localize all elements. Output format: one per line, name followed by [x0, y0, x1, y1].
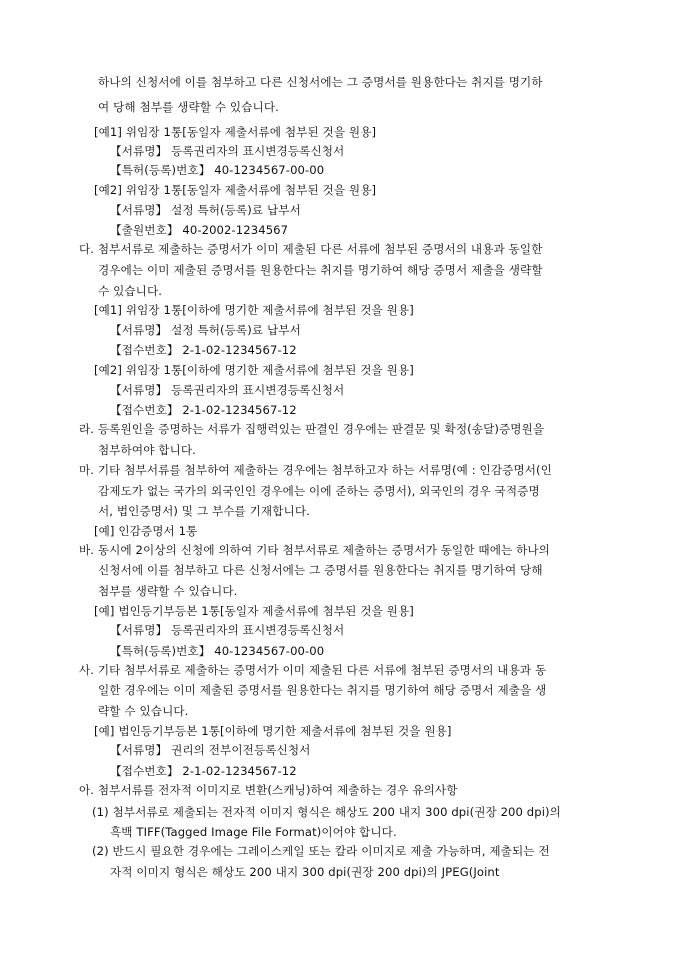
text-line: 흑백 TIFF(Tagged Image File Format)이어야 합니다.	[110, 825, 397, 839]
text-line: 첨부하여야 합니다.	[98, 443, 196, 457]
text-line: 감제도가 없는 국가의 외국인인 경우에는 이에 준하는 증명서), 외국인의 경우 국적증명	[98, 484, 540, 498]
text-line: [예1] 위임장 1통[동일자 제출서류에 첨부된 것을 원용]	[94, 125, 377, 139]
text-line: 신청서에 이를 첨부하고 다른 신청서에는 그 증명서를 원용한다는 취지를 명기하여 당해	[98, 563, 543, 577]
text-line: 【특허(등록)번호】 40-1234567-00-00	[110, 163, 325, 177]
text-line: [예2] 위임장 1통[동일자 제출서류에 첨부된 것을 원용]	[94, 183, 377, 197]
text-line: 마. 기타 첨부서류를 첨부하여 제출하는 경우에는 첨부하고자 하는 서류명(예 : 인감증명서(인	[79, 463, 552, 477]
text-line: 【출원번호】 40-2002-1234567	[110, 223, 289, 237]
text-line: 【서류명】 권리의 전부이전등록신청서	[110, 743, 311, 757]
text-line: 【서류명】 설정 특허(등록)료 납부서	[110, 323, 301, 337]
text-line: 일한 경우에는 이미 제출된 증명서를 원용한다는 취지를 명기하여 해당 증명서 제출을 생	[98, 683, 547, 697]
text-line: 바. 동시에 2이상의 신청에 의하여 기타 첨부서류로 제출하는 증명서가 동일한 때에는 하나의	[79, 543, 550, 557]
text-line: (1) 첨부서류로 제출되는 전자적 이미지 형식은 해상도 200 내지 300 dpi(권장 200 dpi)의	[92, 805, 561, 819]
text-line: 아. 첨부서류를 전자적 이미지로 변환(스캐닝)하여 제출하는 경우 유의사항	[79, 783, 458, 797]
text-line: (2) 반드시 필요한 경우에는 그레이스케일 또는 칼라 이미지로 제출 가능하며, 제출되는 전	[92, 844, 550, 858]
text-line: 【서류명】 등록권리자의 표시변경등록신청서	[110, 144, 345, 158]
text-line: 【서류명】 등록권리자의 표시변경등록신청서	[110, 383, 345, 397]
text-line: [예1] 위임장 1통[이하에 명기한 제출서류에 첨부된 것을 원용]	[94, 303, 414, 317]
text-line: 하나의 신청서에 이를 첨부하고 다른 신청서에는 그 증명서를 원용한다는 취지를 명기하	[98, 75, 543, 89]
text-line: 【서류명】 설정 특허(등록)료 납부서	[110, 203, 301, 217]
text-line: 여 당해 첨부를 생략할 수 있습니다.	[98, 100, 279, 114]
text-line: 다. 첨부서류로 제출하는 증명서가 이미 제출된 다른 서류에 첨부된 증명서의 내용과 동일한	[79, 242, 543, 256]
text-line: 략할 수 있습니다.	[98, 704, 189, 718]
text-line: [예] 인감증명서 1통	[94, 524, 198, 538]
text-line: [예] 법인등기부등본 1통[이하에 명기한 제출서류에 첨부된 것을 원용]	[94, 724, 452, 738]
text-line: 【접수번호】 2-1-02-1234567-12	[110, 343, 297, 357]
text-line: [예2] 위임장 1통[이하에 명기한 제출서류에 첨부된 것을 원용]	[94, 363, 414, 377]
text-line: 라. 등록원인을 증명하는 서류가 집행력있는 판결인 경우에는 판결문 및 확정(송달)증명원을	[79, 422, 545, 436]
text-line: 【서류명】 등록권리자의 표시변경등록신청서	[110, 623, 345, 637]
text-line: 사. 기타 첨부서류로 제출하는 증명서가 이미 제출된 다른 서류에 첨부된 증명서의 내용과 동	[79, 663, 547, 677]
text-line: 【접수번호】 2-1-02-1234567-12	[110, 403, 297, 417]
text-line: 서, 법인증명서) 및 그 부수를 기재합니다.	[98, 504, 310, 518]
text-line: [예] 법인등기부등본 1통[동일자 제출서류에 첨부된 것을 원용]	[94, 604, 414, 618]
text-line: 자적 이미지 형식은 해상도 200 내지 300 dpi(권장 200 dpi)의 JPEG(Joint	[110, 865, 500, 879]
text-line: 수 있습니다.	[98, 284, 163, 298]
text-line: 【접수번호】 2-1-02-1234567-12	[110, 764, 297, 778]
text-line: 첨부를 생략할 수 있습니다.	[98, 584, 238, 598]
text-line: 【특허(등록)번호】 40-1234567-00-00	[110, 644, 325, 658]
text-line: 경우에는 이미 제출된 증명서를 원용한다는 취지를 명기하여 해당 증명서 제출을 생략할	[98, 263, 543, 277]
